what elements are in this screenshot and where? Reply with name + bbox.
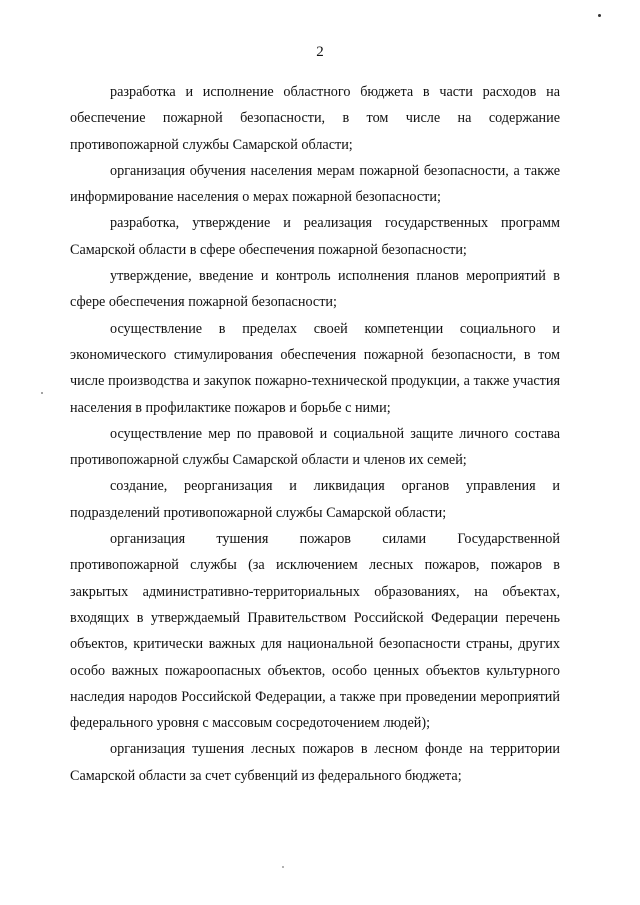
- paragraph-reorganization: создание, реорганизация и ликвидация органов управления и подразделений противопожарной службы Самарской области;: [70, 478, 560, 521]
- scan-speck: [41, 392, 43, 394]
- paragraph-social-protection: осуществление мер по правовой и социальной защите личного состава противопожарной службы Самарской области и членов их семей;: [70, 425, 560, 469]
- document-body: [70, 79, 560, 789]
- paragraph-stimulation: осуществление в пределах своей компетенции социального и экономического стимулирования обеспечения пожарной безопасности, в том числе производства и закупок пожарно-технической продукции, а также участия населения в профилактике пожаров и борьбе с ними;: [70, 320, 560, 416]
- paragraph-firefighting: организация тушения пожаров силами Государственной противопожарной службы (за исключением лесных пожаров, пожаров в закрытых административно-территориальных образованиях, на объектах, входящих в утверждаемый Правительством Российской Федерации перечень объектов, критически важных для национальной безопасности страны, других особо важных пожароопасных объектов, особо ценных объектов культурного наследия народов Российской Федерации, а также при проведении мероприятий федерального уровня с массовым сосредоточением людей);: [70, 531, 560, 732]
- page-number: 2: [316, 44, 324, 60]
- scan-speck: [282, 866, 284, 868]
- paragraph-plans: утверждение, введение и контроль исполнения планов мероприятий в сфере обеспечения пожарной безопасности;: [70, 268, 560, 311]
- paragraph-programs: разработка, утверждение и реализация государственных программ Самарской области в сфере обеспечения пожарной безопасности;: [70, 215, 560, 258]
- scan-speck: [598, 14, 601, 17]
- paragraph-forest-fires: организация тушения лесных пожаров в лесном фонде на территории Самарской области за счет субвенций из федерального бюджета;: [70, 741, 560, 784]
- paragraph-budget: разработка и исполнение областного бюджета в части расходов на обеспечение пожарной безопасности, в том числе на содержание противопожарной службы Самарской области;: [70, 84, 560, 153]
- paragraph-training: организация обучения населения мерам пожарной безопасности, а также информирование населения о мерах пожарной безопасности;: [70, 162, 560, 206]
